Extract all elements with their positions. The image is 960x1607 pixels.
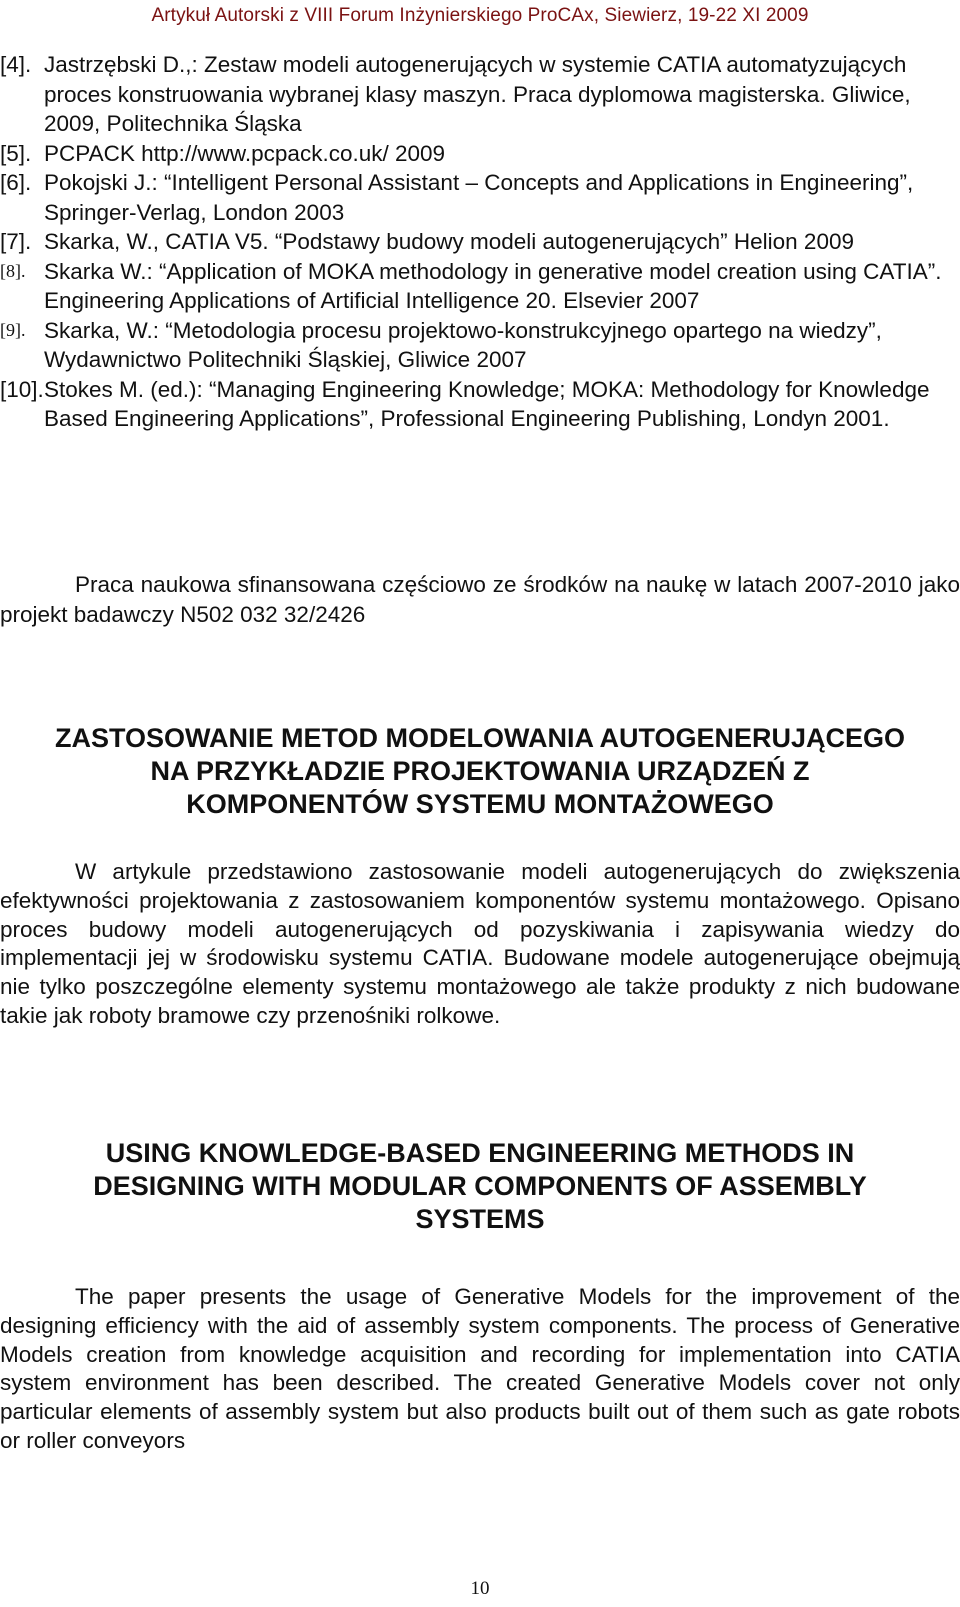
reference-item xyxy=(0,139,955,169)
reference-text: Jastrzębski D.,: Zestaw modeli autogenerujących w systemie CATIA automatyzujących proces konstruowania wybranej klasy maszyn. Praca dyplomowa magisterska. Gliwice, 2009, Politechnika Śląska xyxy=(44,52,911,136)
reference-number: [7]. xyxy=(0,229,32,254)
english-title-line: USING KNOWLEDGE-BASED ENGINEERING METHODS IN xyxy=(105,1138,855,1168)
reference-item xyxy=(0,257,955,316)
reference-number: [9]. xyxy=(0,319,26,340)
running-header: Artykuł Autorski z VIII Forum Inżynierskiego ProCAx, Siewierz, 19-22 XI 2009 xyxy=(151,5,809,26)
english-title-line: DESIGNING WITH MODULAR COMPONENTS OF ASSEMBLY xyxy=(93,1171,867,1201)
polish-abstract: W artykule przedstawiono zastosowanie modeli autogenerujących do zwiększenia efektywności projektowania z zastosowaniem komponentów systemu montażowego. Opisano proces budowy modeli autogenerujących od pozyskiwania i zapisywania wiedzy do implementacji jej w środowisku systemu CATIA. Budowane modele autogenerujące obejmują nie tylko poszczególne elementy systemu montażowego ale także produkty z nich budowane takie jak roboty bramowe czy przenośniki rolkowe. xyxy=(0,859,960,1028)
reference-text: Stokes M. (ed.): “Managing Engineering Knowledge; MOKA: Methodology for Knowledge Based Engineering Applications”, Professional Engineering Publishing, Londyn 2001. xyxy=(44,376,930,431)
reference-number: [6]. xyxy=(0,170,32,195)
polish-title-line: KOMPONENTÓW SYSTEMU MONTAŻOWEGO xyxy=(186,789,774,819)
reference-text: Skarka, W.: “Metodologia procesu projektowo-konstrukcyjnego opartego na wiedzy”, Wydawnictwo Politechniki Śląskiej, Gliwice 2007 xyxy=(44,317,882,372)
reference-text: Skarka, W., CATIA V5. “Podstawy budowy modeli autogenerujących” Helion 2009 xyxy=(44,229,854,254)
english-abstract: The paper presents the usage of Generative Models for the improvement of the designing efficiency with the aid of assembly system components. The process of Generative Models creation from knowledge acquisition and recording for implementation into CATIA system environment has been described. The created Generative Models cover not only particular elements of assembly system but also products built out of them such as gate robots or roller conveyors xyxy=(0,1284,960,1453)
reference-number: [10]. xyxy=(0,376,44,402)
references-list xyxy=(0,50,955,434)
reference-number: [5]. xyxy=(0,140,32,166)
reference-text: Skarka W.: “Application of MOKA methodology in generative model creation using CATIA”. Engineering Applications of Artificial Intelligence 20. Elsevier 2007 xyxy=(44,258,942,313)
english-title xyxy=(0,1137,960,1236)
reference-item xyxy=(0,227,955,257)
polish-title-line: ZASTOSOWANIE METOD MODELOWANIA AUTOGENERUJĄCEGO xyxy=(54,723,906,753)
reference-text: PCPACK http://www.pcpack.co.uk/ 2009 xyxy=(44,140,446,166)
reference-item xyxy=(0,316,955,375)
english-title-line: SYSTEMS xyxy=(415,1204,545,1234)
polish-title xyxy=(0,722,960,821)
polish-title-line: NA PRZYKŁADZIE PROJEKTOWANIA URZĄDZEŃ Z xyxy=(150,756,810,786)
reference-item xyxy=(0,375,955,434)
page-number: 10 xyxy=(470,1578,490,1599)
reference-item xyxy=(0,50,955,139)
reference-number: [4]. xyxy=(0,52,32,77)
reference-item xyxy=(0,168,955,227)
reference-text: Pokojski J.: “Intelligent Personal Assistant – Concepts and Applications in Engineering”, Springer-Verlag, London 2003 xyxy=(44,170,914,225)
reference-number: [8]. xyxy=(0,260,26,281)
funding-note: Praca naukowa sfinansowana częściowo ze środków na naukę w latach 2007-2010 jako projekt badawczy N502 032 32/2426 xyxy=(0,572,960,627)
